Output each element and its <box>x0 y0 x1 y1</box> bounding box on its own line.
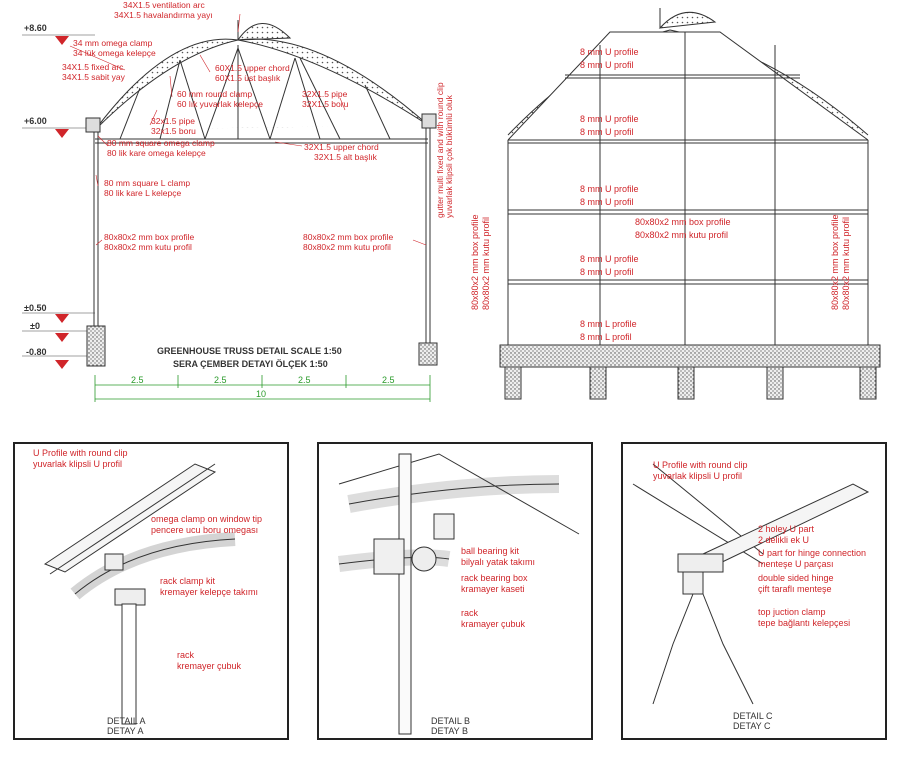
side-l-en: 8 mm L profile <box>580 319 637 329</box>
front-title-en: GREENHOUSE TRUSS DETAIL SCALE 1:50 <box>157 346 342 356</box>
label-omega-tr: 34 lük omega kelepçe <box>73 48 156 58</box>
label-pipe1-tr: 32x1.5 boru <box>151 126 196 136</box>
detail-c-l3-tr: menteşe U parçası <box>758 559 834 569</box>
detail-b-l1-en: ball bearing kit <box>461 546 520 556</box>
detail-c-l4-tr: çift taraflı menteşe <box>758 584 832 594</box>
label-omega-en: 34 mm omega clamp <box>73 38 153 48</box>
dim-1: 2.5 <box>131 375 144 385</box>
label-box1-tr: 80x80x2 mm kutu profil <box>104 242 192 252</box>
label-gutter-tr: yuvarlak klipsli çok bükümlü oluk <box>444 95 454 218</box>
level-860: +8.60 <box>24 23 47 33</box>
side-u2-en: 8 mm U profile <box>580 114 639 124</box>
detail-a-drawing <box>15 444 287 738</box>
level-m080: -0.80 <box>26 347 47 357</box>
detail-a-l2-tr: pencere ucu boru omegası <box>151 525 259 535</box>
detail-a-l1-tr: yuvarlak klipsli U profil <box>33 459 123 469</box>
detail-b-l3-tr: kramayer çubuk <box>461 619 526 629</box>
side-u4-en: 8 mm U profile <box>580 254 639 264</box>
detail-a-l1-en: U Profile with round clip <box>33 448 128 458</box>
side-roof <box>508 8 868 140</box>
detail-c-caption-tr: DETAY C <box>733 721 771 731</box>
label-uchord2-tr: 32X1.5 alt başlık <box>314 152 377 162</box>
detail-c-l2-tr: 2 delikli ek U <box>758 535 810 545</box>
detail-b-caption-tr: DETAY B <box>431 726 469 736</box>
detail-c-l1-tr: yuvarlak klipsli U profil <box>653 471 743 481</box>
detail-c-panel <box>621 442 887 740</box>
detail-a-l2-en: omega clamp on window tip <box>151 514 263 524</box>
label-vent-tr: 34X1.5 havalandırma yayı <box>114 10 213 20</box>
side-vr-tr: 80x80x2 mm kutu profil <box>841 216 851 310</box>
detail-a-l4-tr: kremayer çubuk <box>177 661 242 671</box>
label-uchord-en: 60X1.5 upper chord <box>215 63 290 73</box>
detail-c-drawing <box>623 444 885 738</box>
side-u1-en: 8 mm U profile <box>580 47 639 57</box>
detail-a-l4-en: rack <box>177 650 195 660</box>
label-fixed-tr: 34X1.5 sabit yay <box>62 72 125 82</box>
label-pipe1-en: 32x1.5 pipe <box>151 116 195 126</box>
label-uchord2-en: 32X1.5 upper chord <box>304 142 379 152</box>
detail-b-caption-en: DETAIL B <box>431 716 471 726</box>
dim-2: 2.5 <box>214 375 227 385</box>
detail-c-labels <box>653 460 866 628</box>
front-title-tr: SERA ÇEMBER DETAYI ÖLÇEK 1:50 <box>173 359 328 369</box>
label-gutter-en: gutter multi fixed and with round clip <box>435 82 445 218</box>
side-u1-tr: 8 mm U profil <box>580 60 634 70</box>
label-box1-en: 80x80x2 mm box profile <box>104 232 195 242</box>
detail-c-l5-tr: tepe bağlantı kelepçesi <box>758 618 851 628</box>
detail-c-l2-en: 2 holey U part <box>758 524 815 534</box>
side-u3-en: 8 mm U profile <box>580 184 639 194</box>
label-pipe2-en: 32X1.5 pipe <box>302 89 348 99</box>
detail-c-caption-en: DETAIL C <box>733 711 773 721</box>
detail-b-labels <box>461 546 535 629</box>
level-050: ±0.50 <box>24 303 47 313</box>
detail-a-panel <box>13 442 289 740</box>
label-uchord-tr: 60X1.5 üst başlık <box>215 73 281 83</box>
side-l-tr: 8 mm L profil <box>580 332 632 342</box>
dim-total: 10 <box>256 389 267 399</box>
side-box-tr: 80x80x2 mm kutu profil <box>635 230 729 240</box>
side-vr-en: 80x80x2 mm box profile <box>830 214 840 310</box>
detail-b-l3-en: rack <box>461 608 479 618</box>
side-u4-tr: 8 mm U profil <box>580 267 634 277</box>
level-0: ±0 <box>30 321 40 331</box>
label-round-tr: 60 lık yuvarlak kelepçe <box>177 99 263 109</box>
label-pipe2-tr: 32X1.5 boru <box>302 99 349 109</box>
side-u3-tr: 8 mm U profil <box>580 197 634 207</box>
label-vent-en: 34X1.5 ventilation arc <box>123 0 205 10</box>
side-elevation-drawing <box>470 0 890 410</box>
detail-b-panel <box>317 442 593 740</box>
detail-c-l5-en: top juction clamp <box>758 607 826 617</box>
detail-b-drawing <box>319 444 591 738</box>
detail-a-caption-tr: DETAY A <box>107 726 144 736</box>
dim-3: 2.5 <box>298 375 311 385</box>
detail-a-l3-tr: kremayer kelepçe takımı <box>160 587 259 597</box>
label-lclamp-en: 80 mm square L clamp <box>104 178 191 188</box>
dim-4: 2.5 <box>382 375 395 385</box>
side-u2-tr: 8 mm U profil <box>580 127 634 137</box>
dimension-line <box>95 375 430 402</box>
detail-b-l1-tr: bilyalı yatak takımı <box>461 557 536 567</box>
label-sqomega-en: 80 mm square omega clamp <box>107 138 215 148</box>
side-vl-en: 80x80x2 mm box profile <box>470 214 480 310</box>
detail-c-l4-en: double sided hinge <box>758 573 834 583</box>
detail-c-l1-en: U Profile with round clip <box>653 460 748 470</box>
label-box2-tr: 80x80x2 mm kutu profil <box>303 242 391 252</box>
label-box2-en: 80x80x2 mm box profile <box>303 232 394 242</box>
label-lclamp-tr: 80 lik kare L kelepçe <box>104 188 182 198</box>
detail-a-caption-en: DETAIL A <box>107 716 146 726</box>
detail-a-l3-en: rack clamp kit <box>160 576 216 586</box>
front-elevation-drawing <box>0 0 454 415</box>
level-600: +6.00 <box>24 116 47 126</box>
side-vl-tr: 80x80x2 mm kutu profil <box>481 216 491 310</box>
detail-c-l3-en: U part for hinge connection <box>758 548 867 558</box>
detail-b-l2-tr: kramayer kaseti <box>461 584 525 594</box>
side-box-en: 80x80x2 mm box profile <box>635 217 731 227</box>
label-sqomega-tr: 80 lik kare omega kelepçe <box>107 148 206 158</box>
label-round-en: 60 mm round clamp <box>177 89 253 99</box>
detail-b-l2-en: rack bearing box <box>461 573 528 583</box>
label-fixed-en: 34X1.5 fixed arc <box>62 62 124 72</box>
